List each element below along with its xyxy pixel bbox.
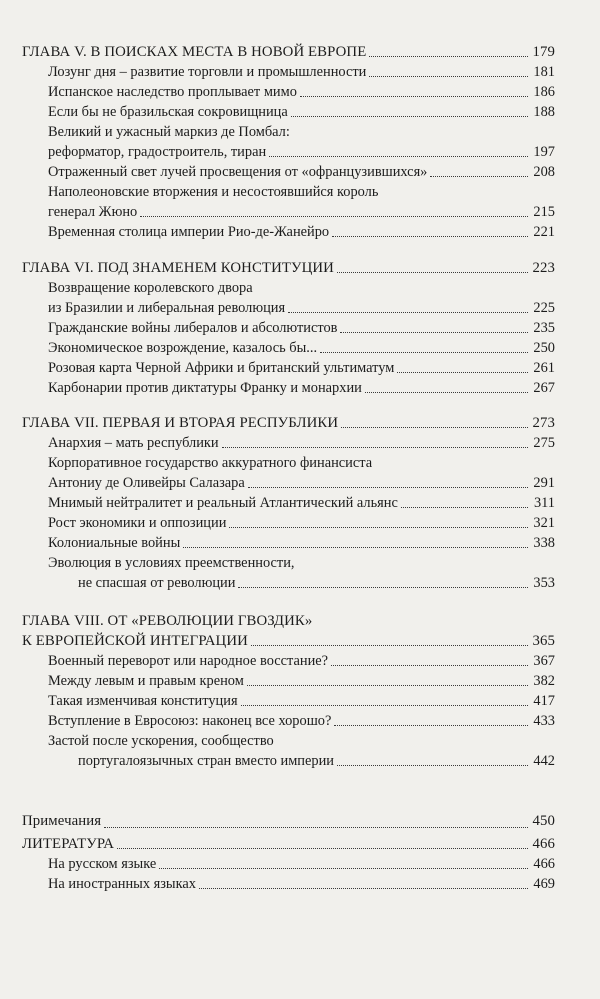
toc-page-number: 188 (533, 104, 555, 120)
toc-entry-title: Такая изменчивая конституция (48, 693, 238, 709)
dot-leader (300, 95, 528, 97)
toc-chapter-entry (22, 809, 555, 833)
toc-section (22, 258, 555, 398)
dot-leader (288, 311, 528, 313)
toc-page-number: 311 (533, 495, 555, 511)
toc-entry (22, 573, 555, 593)
toc-entry (22, 162, 555, 182)
toc-page-number: 353 (533, 575, 555, 591)
toc-section (22, 611, 555, 771)
dot-leader (331, 664, 528, 666)
dot-leader (320, 351, 528, 353)
toc-entry-title: ГЛАВА VIII. ОТ «РЕВОЛЮЦИИ ГВОЗДИК» (22, 613, 313, 629)
toc-entry (22, 298, 555, 318)
toc-page-number: 261 (533, 360, 555, 376)
toc-entry (22, 453, 555, 473)
toc-entry (22, 731, 555, 751)
dot-leader (104, 826, 528, 828)
dot-leader (247, 684, 528, 686)
toc-entry (22, 378, 555, 398)
toc-page-number: 466 (533, 856, 555, 872)
toc-entry (22, 711, 555, 731)
toc-entry (22, 651, 555, 671)
toc-entry (22, 202, 555, 222)
dot-leader (369, 75, 528, 77)
dot-leader (332, 235, 528, 237)
toc-entry (22, 473, 555, 493)
dot-leader (248, 486, 528, 488)
toc-page-number: 291 (533, 475, 555, 491)
toc-entry-title: Розовая карта Черной Африки и британский ультиматум (48, 360, 395, 376)
toc-entry-title: Испанское наследство проплывает мимо (48, 84, 297, 100)
toc-section (22, 42, 555, 242)
toc-entry-title: португалоязычных стран вместо империи (78, 753, 334, 769)
toc-entry (22, 751, 555, 771)
dot-leader (269, 155, 528, 157)
toc-entry (22, 278, 555, 298)
toc-entry (22, 671, 555, 691)
toc-entry-title: Гражданские войны либералов и абсолютистов (48, 320, 338, 336)
toc-section (22, 413, 555, 593)
toc-page-number: 273 (532, 415, 555, 431)
toc-page-number: 275 (533, 435, 555, 451)
dot-leader (337, 764, 528, 766)
toc-entry (22, 691, 555, 711)
toc-chapter-entry (22, 42, 555, 62)
toc-entry-title: ГЛАВА V. В ПОИСКАХ МЕСТА В НОВОЙ ЕВРОПЕ (22, 44, 367, 60)
dot-leader (340, 331, 528, 333)
toc-page-number: 466 (532, 836, 555, 852)
toc-page-number: 215 (533, 204, 555, 220)
toc-entry-title: На иностранных языках (48, 876, 196, 892)
dot-leader (183, 546, 528, 548)
dot-leader (229, 526, 528, 528)
dot-leader (140, 215, 528, 217)
toc-entry (22, 182, 555, 202)
toc-chapter-entry (22, 413, 555, 433)
toc-entry-title: Если бы не бразильская сокровищница (48, 104, 288, 120)
dot-leader (222, 446, 528, 448)
dot-leader (397, 371, 528, 373)
toc-entry-title: генерал Жюно (48, 204, 138, 220)
toc-entry (22, 493, 555, 513)
toc-page-number: 417 (533, 693, 555, 709)
toc-entry-title: На русском языке (48, 856, 157, 872)
toc-page-number: 367 (533, 653, 555, 669)
toc-page-number: 433 (533, 713, 555, 729)
toc-entry (22, 62, 555, 82)
dot-leader (291, 115, 528, 117)
toc-entry-title: Временная столица империи Рио-де-Жанейро (48, 224, 330, 240)
toc-page-number: 267 (533, 380, 555, 396)
toc-entry-title: Карбонарии против диктатуры Франку и монархии (48, 380, 362, 396)
toc-entry (22, 222, 555, 242)
toc-page-number: 208 (533, 164, 555, 180)
dot-leader (401, 506, 528, 508)
toc-entry-title: не спасшая от революции (78, 575, 236, 591)
toc-page-number: 235 (533, 320, 555, 336)
toc-page-number: 179 (532, 44, 555, 60)
toc-entry-title: Лозунг дня – развитие торговли и промышленности (48, 64, 367, 80)
dot-leader (159, 867, 528, 869)
toc-entry-title: ГЛАВА VII. ПЕРВАЯ И ВТОРАЯ РЕСПУБЛИКИ (22, 415, 339, 431)
toc-entry (22, 358, 555, 378)
toc-page-number: 450 (532, 813, 555, 829)
toc-entry-title: Примечания (22, 813, 102, 829)
toc-page-number: 223 (532, 260, 555, 276)
toc-entry-title: Наполеоновские вторжения и несостоявшийся король (48, 184, 379, 200)
toc-chapter-entry (22, 834, 555, 854)
toc-entry (22, 142, 555, 162)
toc-page-number: 382 (533, 673, 555, 689)
toc-entry-title: Застой после ускорения, сообщество (48, 733, 274, 749)
toc-entry (22, 338, 555, 358)
dot-leader (199, 887, 528, 889)
toc-page-number: 321 (533, 515, 555, 531)
dot-leader (369, 55, 528, 57)
toc-entry-title: Возвращение королевского двора (48, 280, 253, 296)
toc-entry-title: Корпоративное государство аккуратного финансиста (48, 455, 373, 471)
toc-entry-title: Военный переворот или народное восстание? (48, 653, 329, 669)
toc-page-number: 186 (533, 84, 555, 100)
dot-leader (430, 175, 528, 177)
toc-entry-title: Мнимый нейтралитет и реальный Атлантический альянс (48, 495, 398, 511)
dot-leader (241, 704, 528, 706)
toc-entry-title: Вступление в Евросоюз: наконец все хорошо? (48, 713, 332, 729)
toc-entry (22, 82, 555, 102)
toc-entry (22, 854, 555, 874)
toc-entry-title: Между левым и правым креном (48, 673, 244, 689)
toc-page-number: 181 (533, 64, 555, 80)
toc-entry (22, 102, 555, 122)
toc-entry-title: ЛИТЕРАТУРА (22, 836, 115, 852)
toc-section (22, 834, 555, 894)
dot-leader (341, 426, 528, 428)
toc-entry-title: Антониу де Оливейры Салазара (48, 475, 245, 491)
dot-leader (251, 644, 528, 646)
dot-leader (334, 724, 528, 726)
dot-leader (117, 847, 528, 849)
toc-page-number: 225 (533, 300, 555, 316)
toc-section (22, 809, 555, 833)
toc-entry-title: ГЛАВА VI. ПОД ЗНАМЕНЕМ КОНСТИТУЦИИ (22, 260, 334, 276)
toc-entry-title: Экономическое возрождение, казалось бы... (48, 340, 318, 356)
toc-entry (22, 122, 555, 142)
toc-entry-title: Великий и ужасный маркиз де Помбал: (48, 124, 290, 140)
toc-entry (22, 533, 555, 553)
toc-entry (22, 874, 555, 894)
toc-entry-title: Рост экономики и оппозиции (48, 515, 227, 531)
toc-page-number: 221 (533, 224, 555, 240)
toc-page-number: 250 (533, 340, 555, 356)
toc-entry-title: из Бразилии и либеральная революция (48, 300, 286, 316)
dot-leader (337, 271, 528, 273)
toc-entry (22, 433, 555, 453)
toc-entry-title: К ЕВРОПЕЙСКОЙ ИНТЕГРАЦИИ (22, 633, 248, 649)
toc-entry-title: Колониальные войны (48, 535, 181, 551)
toc-entry (22, 318, 555, 338)
toc-page-number: 365 (532, 633, 555, 649)
toc-chapter-entry (22, 258, 555, 278)
toc-page-number: 442 (533, 753, 555, 769)
dot-leader (238, 586, 528, 588)
toc-chapter-entry (22, 611, 555, 631)
toc-entry (22, 513, 555, 533)
toc-page-number: 338 (533, 535, 555, 551)
toc-page-number: 197 (533, 144, 555, 160)
toc-entry (22, 553, 555, 573)
toc-page-number: 469 (533, 876, 555, 892)
toc-chapter-entry (22, 631, 555, 651)
toc-entry-title: Анархия – мать республики (48, 435, 219, 451)
toc-entry-title: Эволюция в условиях преемственности, (48, 555, 295, 571)
toc-entry-title: реформатор, градостроитель, тиран (48, 144, 267, 160)
toc-entry-title: Отраженный свет лучей просвещения от «офранцузившихся» (48, 164, 428, 180)
dot-leader (365, 391, 528, 393)
